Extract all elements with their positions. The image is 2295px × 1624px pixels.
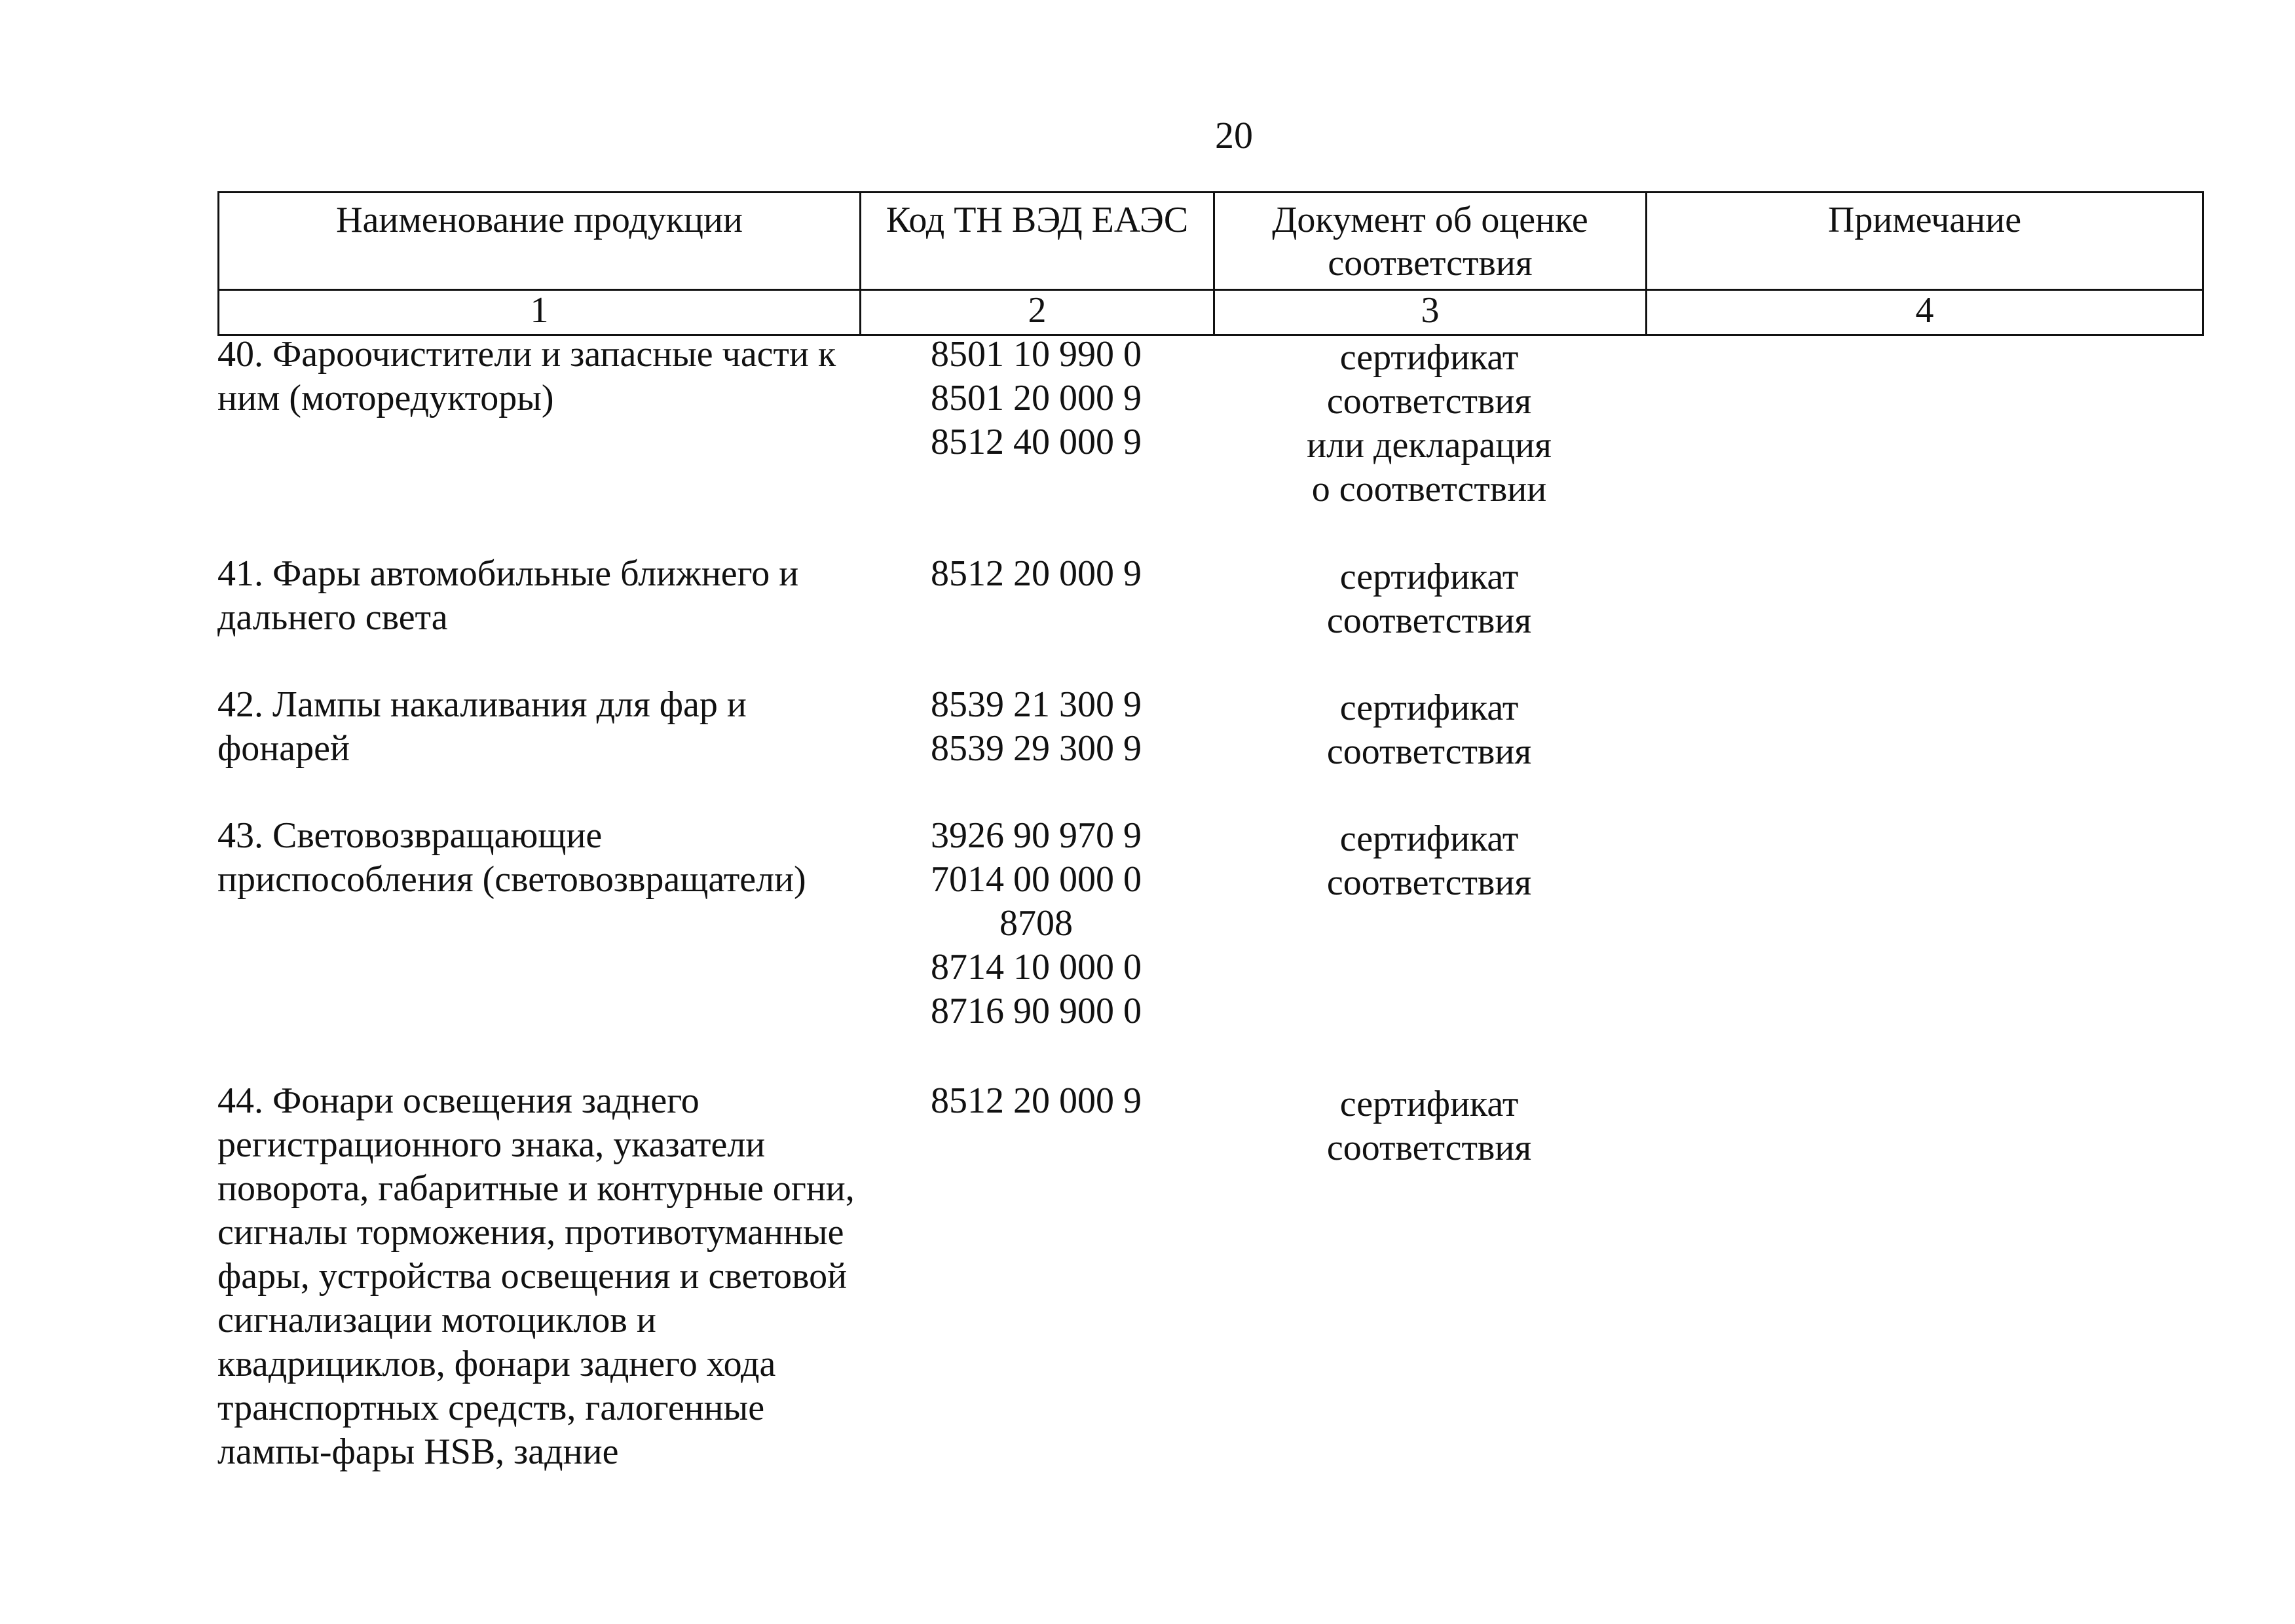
note [1645,683,2202,814]
tn-ved-codes [859,683,1213,814]
tn-ved-code: 8539 21 300 9 [931,684,1142,725]
product-name: 41. Фары автомобильные ближнего и дальнего света [217,553,799,638]
conformity-document [1213,1079,1645,1485]
tn-ved-code: 8708 [999,903,1073,944]
document-line: соответствия [1326,1128,1532,1168]
tn-ved-code: 8501 10 990 0 [931,334,1142,375]
tn-ved-code: 8512 20 000 9 [931,553,1142,594]
tn-ved-codes [859,814,1213,1079]
product-name: 43. Световозвращающие приспособления (световозвращатели) [217,815,806,900]
document-line: сертификат [1339,819,1519,859]
document-line: или декларация [1307,425,1552,466]
tn-ved-code: 7014 00 000 0 [931,859,1142,900]
product-name: 44. Фонари освещения заднего регистрационного знака, указатели поворота, габаритные и контурные огни, сигналы торможения, противотуманные фары, устройства освещения и световой сигнализации мотоциклов и квадрициклов, фонари заднего хода транспортных средств, галогенные лампы-фары HSB, задние [217,1080,855,1472]
tn-ved-codes [859,333,1213,552]
header-product-name: Наименование продукции [219,193,861,290]
tn-ved-code: 8512 20 000 9 [931,1080,1142,1121]
tn-ved-codes [859,552,1213,683]
table-row [217,333,2202,552]
tn-ved-code: 8512 40 000 9 [931,422,1142,462]
page-number: 20 [1215,114,1253,157]
table-body [217,333,2202,1485]
document-line: о соответствии [1311,469,1547,509]
note [1645,552,2202,683]
table-row [217,683,2202,814]
document-line: сертификат [1339,557,1519,597]
tn-ved-code: 8501 20 000 9 [931,378,1142,418]
document-line: соответствия [1326,381,1532,422]
conformity-document [1213,683,1645,814]
product-name: 40. Фароочистители и запасные части к ним (моторедукторы) [217,334,836,418]
note [1645,1079,2202,1485]
header-row [219,193,2203,290]
tn-ved-code: 8539 29 300 9 [931,728,1142,769]
tn-ved-code: 3926 90 970 9 [931,815,1142,856]
table-row [217,552,2202,683]
document-line: соответствия [1326,862,1532,903]
document-line: сертификат [1339,337,1519,378]
column-number-1: 1 [219,290,861,335]
document-line: сертификат [1339,1084,1519,1124]
column-number-2: 2 [861,290,1214,335]
note [1645,333,2202,552]
conformity-document [1213,814,1645,1079]
header-note: Примечание [1647,193,2203,290]
conformity-document [1213,552,1645,683]
table-row [217,814,2202,1079]
document-line: сертификат [1339,688,1519,728]
tn-ved-codes [859,1079,1213,1485]
tn-ved-code: 8714 10 000 0 [931,947,1142,987]
table-header [217,191,2204,336]
document-line: соответствия [1326,600,1532,641]
header-tn-ved-code: Код ТН ВЭД ЕАЭС [861,193,1214,290]
header-conformity-document: Документ об оценке соответствия [1214,193,1647,290]
column-number-4: 4 [1647,290,2203,335]
tn-ved-code: 8716 90 900 0 [931,991,1142,1031]
product-name: 42. Лампы накаливания для фар и фонарей [217,684,747,769]
note [1645,814,2202,1079]
column-number-row [219,290,2203,335]
column-number-3: 3 [1214,290,1647,335]
conformity-document [1213,333,1645,552]
document-line: соответствия [1326,731,1532,772]
table-row [217,1079,2202,1485]
